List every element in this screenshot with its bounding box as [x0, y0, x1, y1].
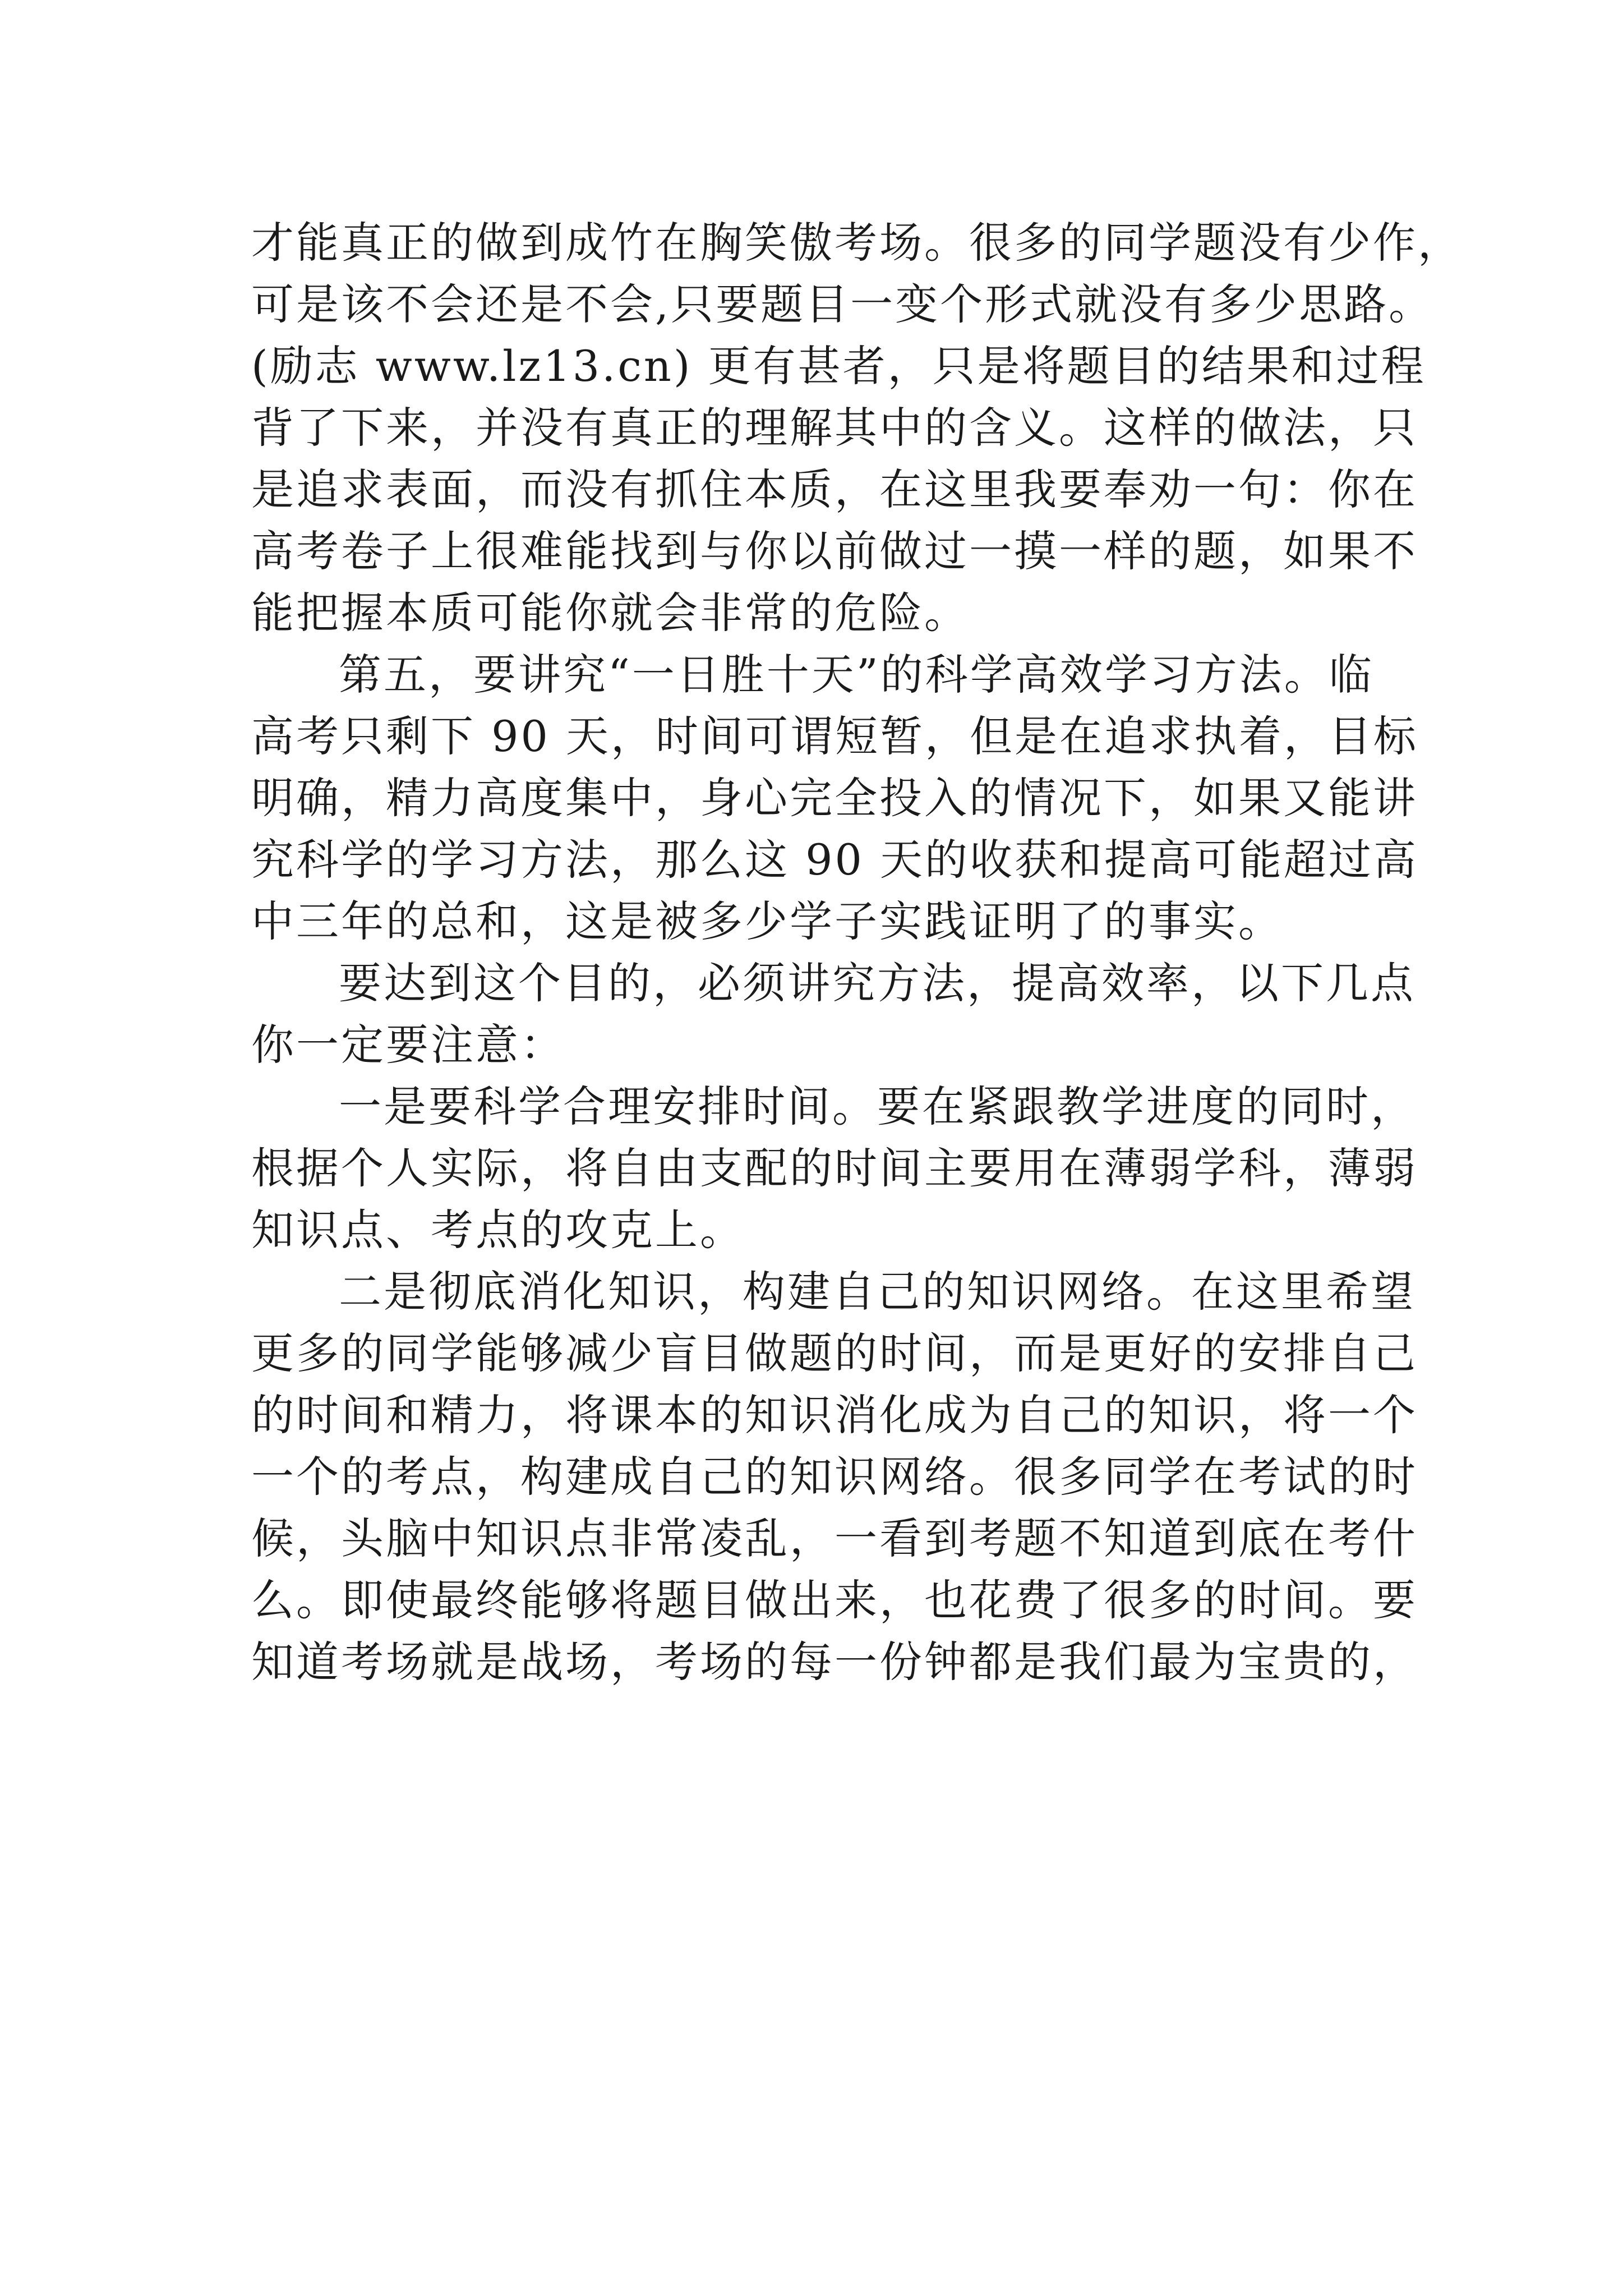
text-line: 才能真正的做到成竹在胸笑傲考场。很多的同学题没有少作， — [251, 218, 1463, 268]
text-line: 候，头脑中知识点非常凌乱，一看到考题不知道到底在考什 — [251, 1513, 1418, 1563]
text-line: 么。即使最终能够将题目做出来，也花费了很多的时间。要 — [251, 1575, 1418, 1625]
text-line: 知道考场就是战场，考场的每一份钟都是我们最为宝贵的， — [251, 1637, 1418, 1687]
text-line: 一个的考点，构建成自己的知识网络。很多同学在考试的时 — [251, 1452, 1418, 1502]
text-line: 知识点、考点的攻克上。 — [251, 1205, 745, 1255]
paragraph-first-line: 二是彻底消化知识，构建自己的知识网络。在这里希望 — [339, 1267, 1415, 1317]
text-line: 更多的同学能够减少盲目做题的时间，而是更好的安排自己 — [251, 1328, 1418, 1378]
text-line: 高考只剩下 90 天，时间可谓短暂，但是在追求执着，目标 — [251, 711, 1419, 761]
paragraph-first-line: 要达到这个目的，必须讲究方法，提高效率，以下几点 — [339, 958, 1415, 1008]
text-line: 高考卷子上很难能找到与你以前做过一摸一样的题，如果不 — [251, 526, 1418, 576]
text-line: 背了下来，并没有真正的理解其中的含义。这样的做法，只 — [251, 403, 1418, 453]
text-line: (励志 www.lz13.cn) 更有甚者，只是将题目的结果和过程 — [251, 341, 1426, 391]
text-line: 明确，精力高度集中，身心完全投入的情况下，如果又能讲 — [251, 773, 1418, 823]
text-line: 你一定要注意： — [251, 1020, 565, 1070]
text-line: 根据个人实际，将自由支配的时间主要用在薄弱学科，薄弱 — [251, 1143, 1418, 1193]
text-line: 究科学的学习方法，那么这 90 天的收获和提高可能超过高 — [251, 835, 1419, 885]
body-text — [251, 212, 1463, 1693]
paragraph-first-line: 第五，要讲究“一日胜十天”的科学高效学习方法。临 — [339, 650, 1374, 700]
text-line: 可是该不会还是不会,只要题目一变个形式就没有多少思路。 — [251, 279, 1434, 329]
text-line: 能把握本质可能你就会非常的危险。 — [251, 588, 969, 638]
text-line: 中三年的总和，这是被多少学子实践证明了的事实。 — [251, 896, 1283, 946]
text-line: 的时间和精力，将课本的知识消化成为自己的知识，将一个 — [251, 1390, 1418, 1440]
text-line: 是追求表面，而没有抓住本质，在这里我要奉劝一句：你在 — [251, 464, 1418, 514]
paragraph-first-line: 一是要科学合理安排时间。要在紧跟教学进度的同时， — [339, 1082, 1415, 1131]
